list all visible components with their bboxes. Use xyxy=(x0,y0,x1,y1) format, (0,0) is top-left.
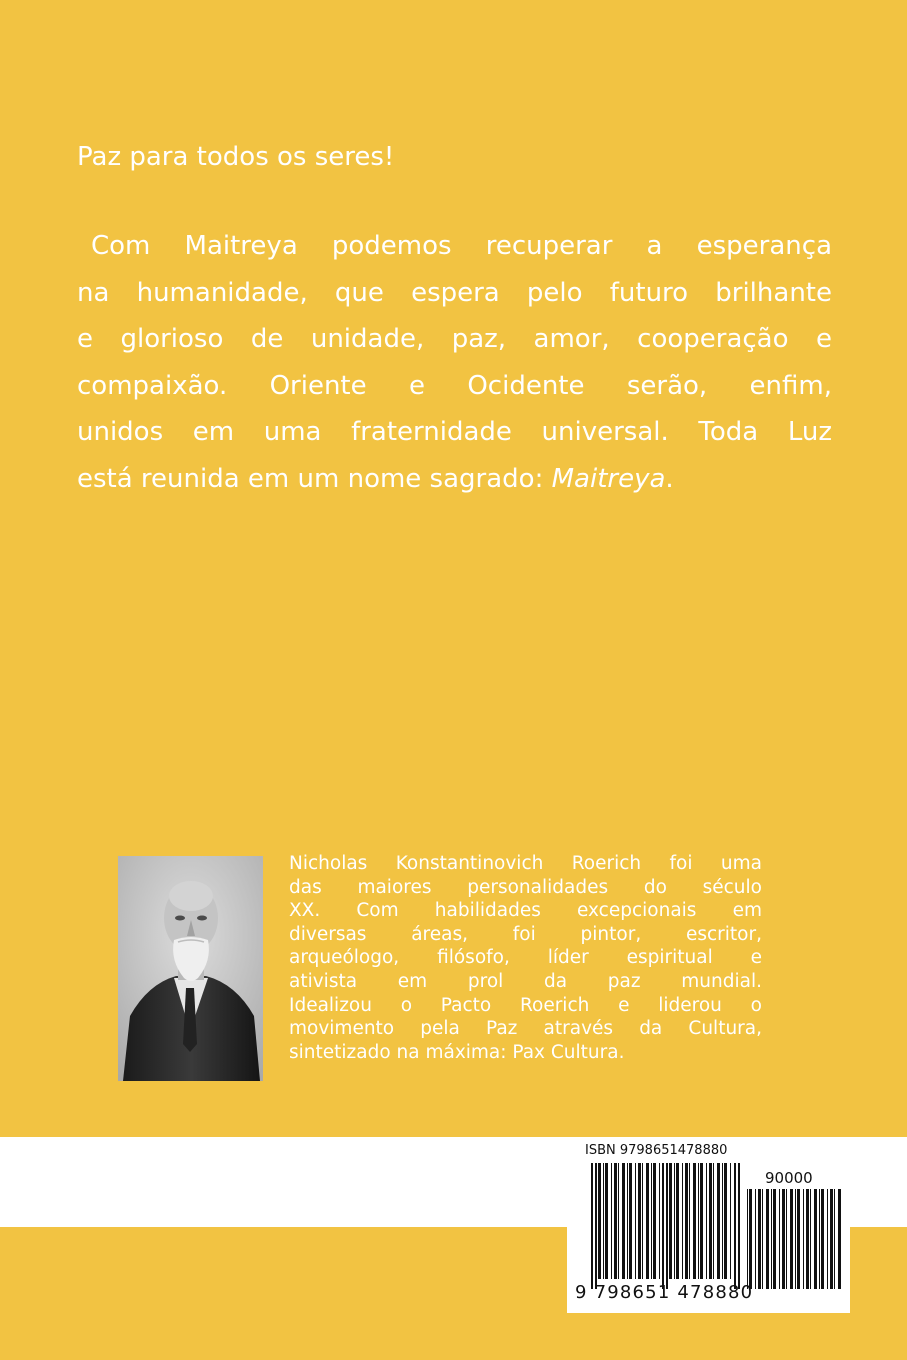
barcode-bar xyxy=(747,1189,748,1289)
barcode-bar xyxy=(674,1163,675,1279)
main-paragraph xyxy=(77,223,832,502)
bio-line: das maiores personalidades do século xyxy=(289,876,762,898)
isbn-label: ISBN 9798651478880 xyxy=(585,1143,728,1158)
barcode-bar xyxy=(693,1163,696,1279)
barcode-bar xyxy=(598,1163,601,1279)
main-last-prefix: está reunida em um nome sagrado: xyxy=(77,463,552,494)
barcode-bar xyxy=(618,1163,619,1279)
barcode-bar xyxy=(605,1163,608,1279)
barcode-bar xyxy=(779,1189,780,1289)
barcode-bar xyxy=(682,1163,683,1279)
barcode-bar xyxy=(771,1189,772,1289)
barcode-bar xyxy=(790,1189,793,1289)
barcode-bar xyxy=(685,1163,688,1279)
main-line: unidos em uma fraternidade universal. Toda Luz xyxy=(77,417,832,447)
barcode-guard-bar xyxy=(662,1163,664,1289)
barcode-bar xyxy=(827,1189,828,1289)
barcode-bar xyxy=(834,1189,835,1289)
barcode-bar xyxy=(755,1189,756,1289)
barcode-bar xyxy=(603,1163,604,1279)
bio-line: Nicholas Konstantinovich Roerich foi uma xyxy=(289,853,762,874)
main-line: Com Maitreya podemos recuperar a esperança xyxy=(91,231,832,261)
barcode-bar xyxy=(622,1163,625,1279)
barcode-bar xyxy=(762,1189,763,1289)
barcode-bar xyxy=(646,1163,649,1279)
author-portrait xyxy=(118,856,263,1081)
barcode-bar xyxy=(689,1163,690,1279)
barcode-bar xyxy=(629,1163,632,1279)
author-biography xyxy=(289,852,762,1064)
bio-line: diversas áreas, foi pintor, escritor, xyxy=(289,923,762,945)
barcode-bar xyxy=(821,1189,824,1289)
main-last-suffix: . xyxy=(665,463,674,494)
barcode-guard-bar xyxy=(734,1163,736,1289)
main-line: compaixão. Oriente e Ocidente serão, enfim, xyxy=(77,370,832,401)
bio-line: Idealizou o Pacto Roerich e liderou o xyxy=(289,994,762,1016)
bio-line: ativista em prol da paz mundial. xyxy=(289,970,762,992)
bio-line: XX. Com habilidades excepcionais em xyxy=(289,900,762,922)
barcode-bar xyxy=(730,1163,731,1279)
barcode-guard-bar xyxy=(595,1163,597,1289)
bio-line: movimento pela Paz através da Cultura, xyxy=(289,1018,762,1040)
barcode-bar xyxy=(700,1163,703,1279)
barcode-bar xyxy=(722,1163,723,1279)
barcode-bar xyxy=(749,1189,752,1289)
barcode-bar xyxy=(724,1163,727,1279)
barcode-bar xyxy=(773,1189,776,1289)
barcode-bar xyxy=(830,1189,833,1289)
barcode-bar xyxy=(803,1189,804,1289)
barcode-bar xyxy=(709,1163,712,1279)
barcode-bar xyxy=(635,1163,636,1279)
barcode-bar xyxy=(797,1189,800,1289)
main-line: e glorioso de unidade, paz, amor, cooperação e xyxy=(77,324,832,354)
barcode-bar xyxy=(717,1163,720,1279)
bio-line: sintetizado na máxima: Pax Cultura. xyxy=(289,1041,625,1063)
barcode-bar xyxy=(758,1189,761,1289)
barcode-guard-bar xyxy=(738,1163,740,1289)
barcode-digits: 9 798651 478880 xyxy=(575,1282,754,1303)
barcode-box xyxy=(567,1137,850,1313)
barcode-bar xyxy=(638,1163,641,1279)
barcode-bar xyxy=(713,1163,714,1279)
maitreya-italic: Maitreya xyxy=(551,463,666,494)
main-line: na humanidade, que espera pelo futuro brilhante xyxy=(77,277,832,308)
barcode-guard-bar xyxy=(666,1163,668,1289)
barcode-bar xyxy=(611,1163,612,1279)
author-portrait-image xyxy=(118,856,263,1081)
barcode-guard-bar xyxy=(591,1163,593,1289)
bio-line: arqueólogo, filósofo, líder espiritual e xyxy=(289,947,762,969)
barcode-bar xyxy=(838,1189,841,1289)
barcode-bar xyxy=(810,1189,811,1289)
barcode-bar xyxy=(819,1189,820,1289)
barcode-bar xyxy=(806,1189,809,1289)
barcode-bar xyxy=(669,1163,672,1279)
barcode-bar xyxy=(676,1163,679,1279)
price-code: 90000 xyxy=(765,1169,813,1187)
barcode-bar xyxy=(627,1163,628,1279)
barcode-bar xyxy=(651,1163,652,1279)
barcode-bar xyxy=(642,1163,643,1279)
barcode-bar xyxy=(614,1163,617,1279)
barcode-bar xyxy=(786,1189,787,1289)
barcode-bar xyxy=(795,1189,796,1289)
barcode-bar xyxy=(698,1163,699,1279)
barcode-bar xyxy=(706,1163,707,1279)
barcode-bar xyxy=(653,1163,656,1279)
barcode-bar xyxy=(782,1189,785,1289)
greeting-text: Paz para todos os seres! xyxy=(77,142,395,172)
main-line-last xyxy=(77,456,832,503)
barcode-bar xyxy=(659,1163,660,1279)
barcode-bar xyxy=(766,1189,769,1289)
barcode-bar xyxy=(814,1189,817,1289)
